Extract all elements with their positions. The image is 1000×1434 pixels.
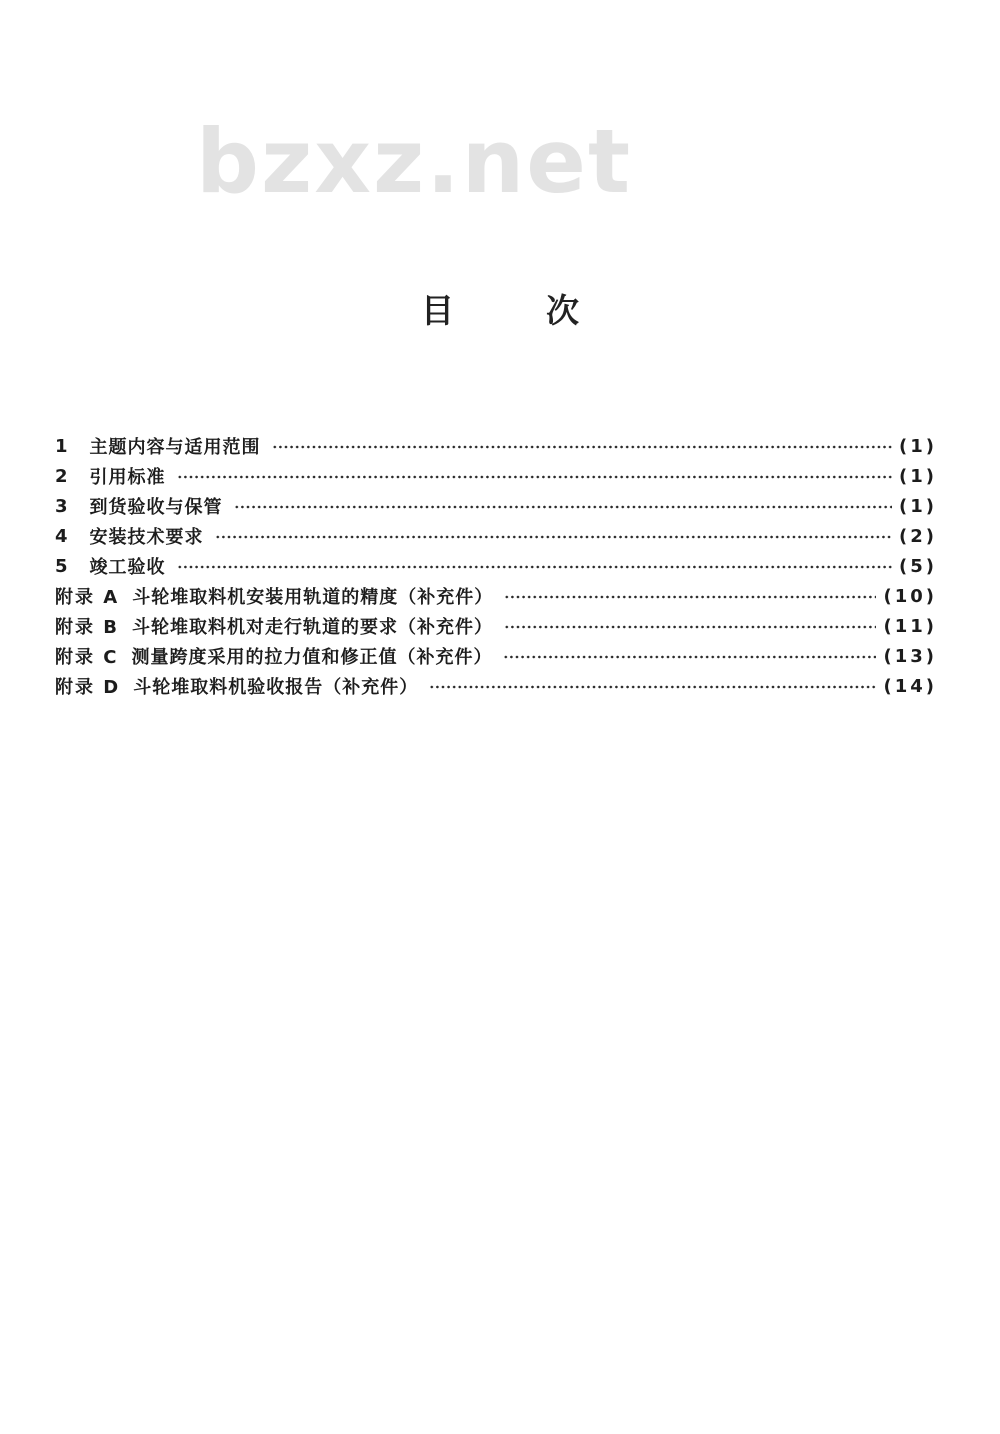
toc-entry [55, 551, 937, 581]
dot-leader [503, 647, 876, 665]
toc-entry-appendix [55, 581, 937, 611]
toc-entry-page: (2) [899, 525, 937, 547]
toc-entry-number: 附录 B [55, 617, 119, 638]
toc-entry-number: 附录 C [55, 647, 119, 668]
toc-entry [55, 491, 937, 521]
dot-leader [504, 587, 876, 605]
page-title-char-left: 目 [421, 291, 454, 330]
toc-entry-page: (1) [899, 465, 937, 487]
toc-entry-number: 1 [55, 435, 70, 457]
toc-entry [55, 461, 937, 491]
toc-entry-title: 主题内容与适用范围 [89, 437, 261, 458]
toc-entry-page: (10) [883, 585, 937, 607]
toc-entry-title: 斗轮堆取料机对走行轨道的要求（补充件） [132, 617, 493, 638]
toc-entry-number: 5 [55, 555, 70, 577]
dot-leader [177, 467, 892, 485]
toc-entry-page: (1) [899, 435, 937, 457]
toc-entry-title: 测量跨度采用的拉力值和修正值（补充件） [131, 647, 493, 668]
dot-leader [272, 437, 892, 455]
toc-entry-number: 2 [55, 465, 70, 487]
toc-entry-title: 引用标准 [89, 467, 166, 488]
toc-entry-number: 3 [55, 495, 70, 517]
watermark: bzxz.net [196, 110, 633, 213]
toc-entry-page: (13) [883, 645, 937, 667]
dot-leader [504, 617, 876, 635]
toc-entry-title: 斗轮堆取料机安装用轨道的精度（补充件） [132, 587, 494, 608]
toc-entry-number: 附录 D [55, 677, 121, 698]
toc-entry-number: 附录 A [55, 587, 120, 608]
dot-leader [177, 557, 892, 575]
toc-entry-appendix [55, 641, 937, 671]
toc-entry-appendix [55, 611, 937, 641]
toc-entry-title: 到货验收与保管 [89, 497, 223, 518]
toc-entry-page: (5) [899, 555, 937, 577]
toc-entry-page: (1) [899, 495, 937, 517]
toc-entry-number: 4 [55, 525, 70, 547]
toc-entry-title: 斗轮堆取料机验收报告（补充件） [133, 677, 419, 698]
dot-leader [215, 527, 892, 545]
toc-entry-page: (14) [883, 675, 937, 697]
toc-entry-appendix [55, 671, 937, 701]
toc-entry [55, 431, 937, 461]
toc-entry [55, 521, 937, 551]
dot-leader [234, 497, 892, 515]
toc-entry-page: (11) [883, 615, 937, 637]
dot-leader [429, 677, 876, 695]
page-title [0, 291, 1000, 331]
toc-entry-title: 安装技术要求 [89, 527, 204, 548]
page-title-char-right: 次 [546, 291, 579, 330]
table-of-contents [55, 431, 937, 701]
toc-entry-title: 竣工验收 [89, 557, 166, 578]
